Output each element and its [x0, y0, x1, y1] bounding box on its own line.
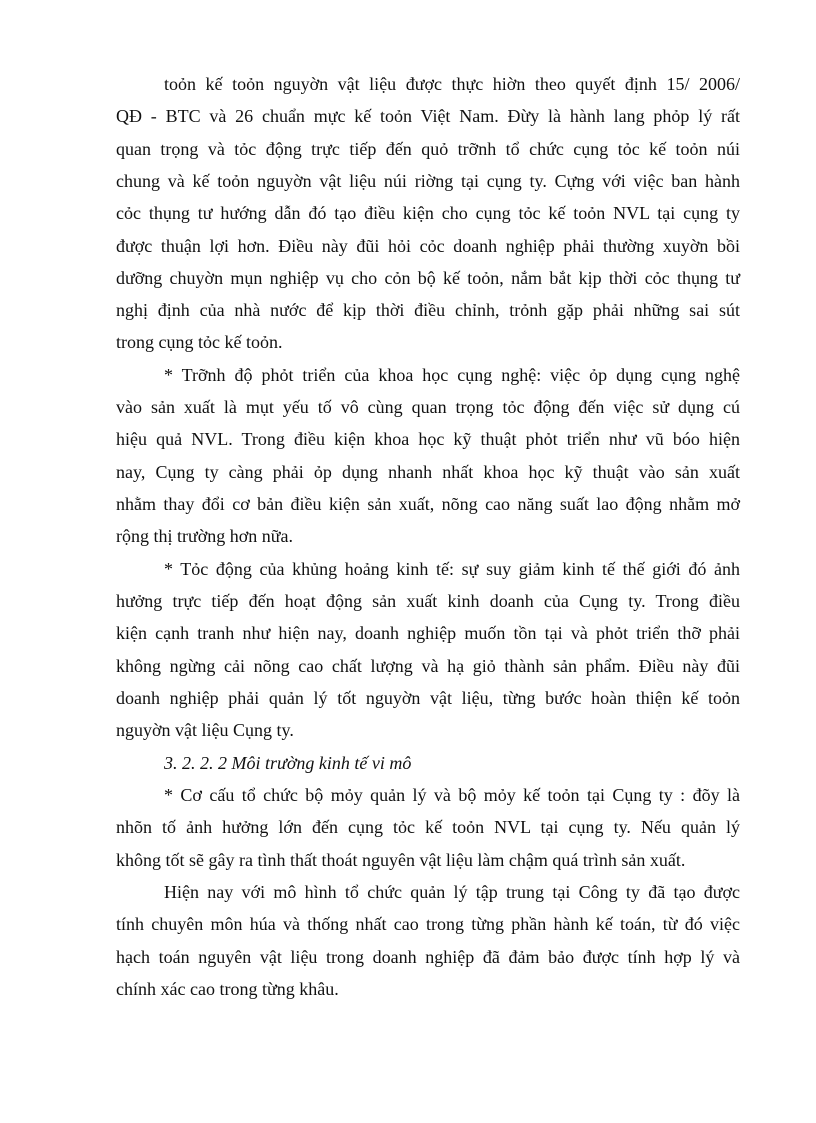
paragraph-1-line: nghị định của nhà nước để kịp thời điều chỉnh, trỏnh gặp phải những sai sút: [116, 300, 740, 320]
paragraph-2-line: vào sản xuất là mụt yếu tố vô cùng quan trọng tỏc động đến việc sử dụng cú: [116, 397, 740, 417]
paragraph-2-line: hiệu quả NVL. Trong điều kiện khoa học kỹ thuật phỏt triển như vũ bóo hiện: [116, 429, 740, 449]
paragraph-5-line: Hiện nay với mô hình tổ chức quản lý tập trung tại Công ty đã tạo được: [164, 882, 740, 902]
paragraph-2-line: nay, Cụng ty càng phải ỏp dụng nhanh nhất khoa học kỹ thuật vào sản xuất: [116, 462, 740, 482]
paragraph-2-line: * Trỡnh độ phỏt triển của khoa học cụng nghệ: việc ỏp dụng cụng nghệ: [164, 365, 740, 385]
paragraph-1-line: quan trọng và tỏc động trực tiếp đến quỏ trỡnh tổ chức cụng tỏc kế toỏn núi: [116, 139, 740, 159]
paragraph-2-line: rộng thị trường hơn nữa.: [116, 526, 294, 546]
paragraph-3-line: doanh nghiệp phải quản lý tốt nguyờn vật liệu, từng bước hoàn thiện kế toỏn: [116, 688, 740, 708]
paragraph-1-line: toỏn kế toỏn nguyờn vật liệu được thực hiờn theo quyết định 15/ 2006/: [164, 74, 740, 94]
paragraph-1-line: chung và kế toỏn nguyờn vật liệu núi riờng tại cụng ty. Cựng với việc ban hành: [116, 171, 740, 191]
paragraph-4-line: nhõn tố ảnh hưởng lớn đến cụng tỏc kế toỏn NVL tại cụng ty. Nếu quản lý: [116, 817, 740, 837]
section-heading: 3. 2. 2. 2 Môi trường kinh tế vi mô: [164, 753, 412, 773]
paragraph-3-line: hưởng trực tiếp đến hoạt động sản xuất kinh doanh của Cụng ty. Trong điều: [116, 591, 740, 611]
paragraph-3-line: * Tỏc động của khủng hoảng kinh tế: sự suy giảm kinh tế thế giới đó ảnh: [164, 559, 740, 579]
paragraph-5-line: chính xác cao trong từng khâu.: [116, 979, 339, 999]
paragraph-4-line: không tốt sẽ gây ra tình thất thoát nguyên vật liệu làm chậm quá trình sản xuất.: [116, 850, 686, 870]
paragraph-1-line: cỏc thụng tư hướng dẫn đó tạo điều kiện cho cụng tỏc kế toỏn NVL tại cụng ty: [116, 203, 740, 223]
paragraph-2-line: nhằm thay đổi cơ bản điều kiện sản xuất, nõng cao năng suất lao động nhằm mở: [116, 494, 740, 514]
paragraph-5-line: hạch toán nguyên vật liệu trong doanh nghiệp đã đảm bảo được tính hợp lý và: [116, 947, 740, 967]
paragraph-1-line: được thuận lợi hơn. Điều này đũi hỏi cỏc doanh nghiệp phải thường xuyờn bồi: [116, 236, 740, 256]
paragraph-4-line: * Cơ cấu tổ chức bộ mỏy quản lý và bộ mỏy kế toỏn tại Cụng ty : đõy là: [164, 785, 740, 805]
paragraph-5-line: tính chuyên môn húa và thống nhất cao trong từng phần hành kế toán, từ đó việc: [116, 914, 740, 934]
paragraph-3-line: không ngừng cải nõng cao chất lượng và hạ giỏ thành sản phẩm. Điều này đũi: [116, 656, 740, 676]
paragraph-1-line: dưỡng chuyờn mụn nghiệp vụ cho cỏn bộ kế toỏn, nắm bắt kịp thời cỏc thụng tư: [116, 268, 740, 288]
paragraph-1-line: trong cụng tỏc kế toỏn.: [116, 332, 283, 352]
paragraph-3-line: nguyờn vật liệu Cụng ty.: [116, 720, 294, 740]
paragraph-1-line: QĐ - BTC và 26 chuẩn mực kế toỏn Việt Nam. Đừy là hành lang phỏp lý rất: [116, 106, 740, 126]
paragraph-3-line: kiện cạnh tranh như hiện nay, doanh nghiệp muốn tồn tại và phỏt triển thỡ phải: [116, 623, 740, 643]
